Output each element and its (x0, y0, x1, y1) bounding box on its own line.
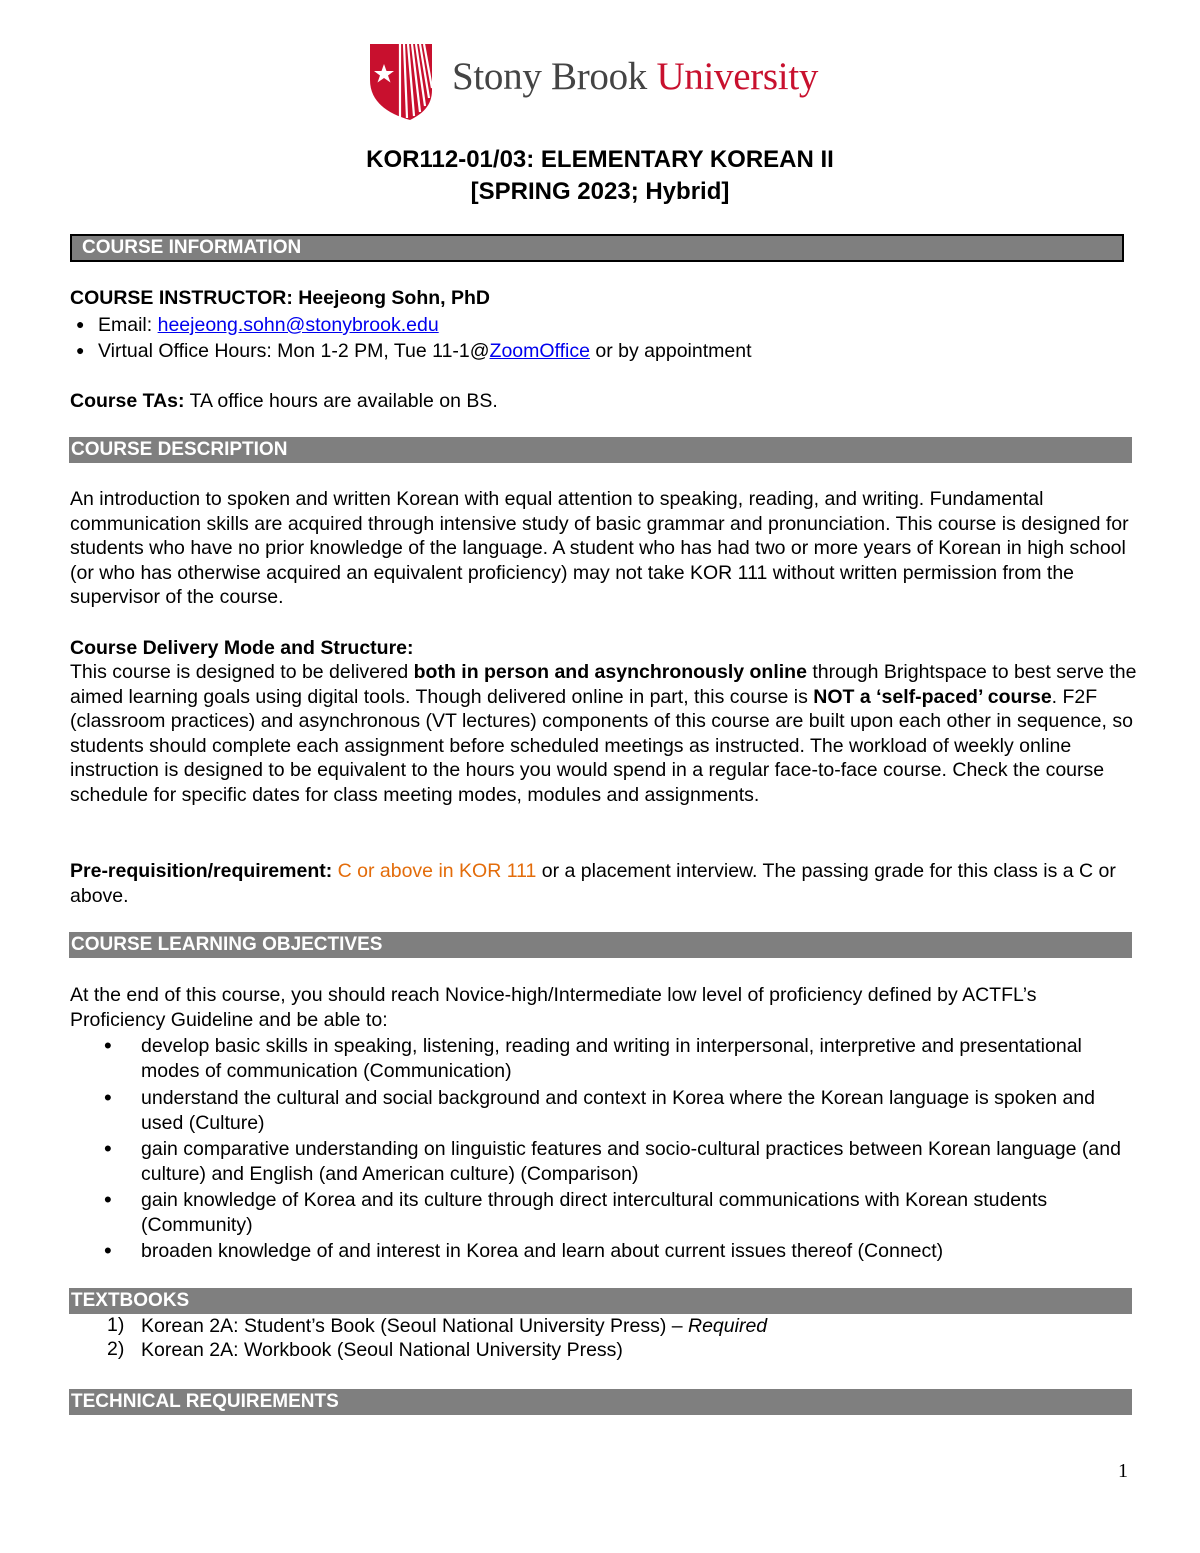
list-number: 2) (107, 1338, 125, 1360)
logo-wordmark: Stony Brook University (452, 55, 819, 98)
section-header-course-information: COURSE INFORMATION (70, 234, 1124, 262)
bullet-icon: • (104, 1033, 112, 1058)
bullet-icon: • (104, 1238, 112, 1263)
section-header-technical-requirements: TECHNICAL REQUIREMENTS (69, 1389, 1132, 1415)
list-item: understand the cultural and social background and context in Korea where the Korean language is spoken and used (Culture) (141, 1087, 1095, 1134)
bullet-icon: ● (76, 316, 85, 332)
bullet-icon: • (104, 1136, 112, 1161)
university-logo (370, 40, 840, 122)
list-item: develop basic skills in speaking, listening, reading and writing in interpersonal, interpretive and presentational modes of communication (Communication) (141, 1035, 1082, 1082)
list-item: broaden knowledge of and interest in Korea and learn about current issues thereof (Connect) (141, 1240, 944, 1262)
delivery-paragraph: This course is designed to be delivered both in person and asynchronously online through Brightspace to best serve the aimed learning goals using digital tools. Though delivered online in part, this course is NOT a ‘self-paced’ course. F2F (classroom practices) and asynchronous (VT lectures) components of this course are built upon each other in sequence, so students should complete each assignment before scheduled meetings as instructed. The workload of weekly online instruction is designed to be equivalent to the hours you would spend in a regular face-to-face course. Check the course schedule for specific dates for class meeting modes, modules and assignments. (70, 661, 1137, 806)
list-item: gain comparative understanding on linguistic features and socio-cultural practices between Korean language (and culture) and English (and American culture) (Comparison) (141, 1138, 1121, 1185)
delivery-heading: Course Delivery Mode and Structure: (70, 637, 414, 659)
bullet-icon: • (104, 1085, 112, 1110)
page-number: 1 (1118, 1460, 1128, 1482)
shield-logo-icon (370, 40, 446, 120)
section-header-learning-objectives: COURSE LEARNING OBJECTIVES (69, 932, 1132, 958)
section-header-textbooks: TEXTBOOKS (69, 1288, 1132, 1314)
section-header-course-description: COURSE DESCRIPTION (69, 437, 1132, 463)
list-item: Korean 2A: Student’s Book (Seoul National University Press) – Required (141, 1315, 768, 1337)
bullet-icon: • (104, 1187, 112, 1212)
description-paragraph: An introduction to spoken and written Korean with equal attention to speaking, reading, and writing. Fundamental communication skills are acquired through intensive study of basic grammar and pronunciation. This course is designed for students who have no prior knowledge of the language. A student who has had two or more years of Korean in high school (or who has otherwise acquired an equivalent proficiency) may not take KOR 111 without written permission from the supervisor of the course. (70, 488, 1129, 609)
zoom-office-link[interactable]: ZoomOffice (489, 340, 590, 362)
email-line: Email: heejeong.sohn@stonybrook.edu (98, 314, 439, 336)
office-hours-line: Virtual Office Hours: Mon 1-2 PM, Tue 11-1@ZoomOffice or by appointment (98, 340, 752, 362)
course-tas-line: Course TAs: TA office hours are available on BS. (70, 390, 498, 412)
list-item: Korean 2A: Workbook (Seoul National University Press) (141, 1339, 623, 1361)
objectives-intro: At the end of this course, you should reach Novice-high/Intermediate low level of proficiency defined by ACTFL’s Proficiency Guideline and be able to: (70, 984, 1037, 1031)
bullet-icon: ● (76, 342, 85, 358)
list-item: gain knowledge of Korea and its culture through direct intercultural communications with Korean students (Community) (141, 1189, 1048, 1236)
course-title: KOR112-01/03: ELEMENTARY KOREAN II (366, 146, 834, 173)
email-link[interactable]: heejeong.sohn@stonybrook.edu (157, 314, 439, 336)
prerequisite-paragraph: Pre-requisition/requirement: C or above in KOR 111 or a placement interview. The passing grade for this class is a C or above. (70, 860, 1116, 907)
instructor-line: COURSE INSTRUCTOR: Heejeong Sohn, PhD (70, 287, 490, 309)
list-number: 1) (107, 1314, 125, 1336)
course-subtitle: [SPRING 2023; Hybrid] (470, 178, 730, 205)
